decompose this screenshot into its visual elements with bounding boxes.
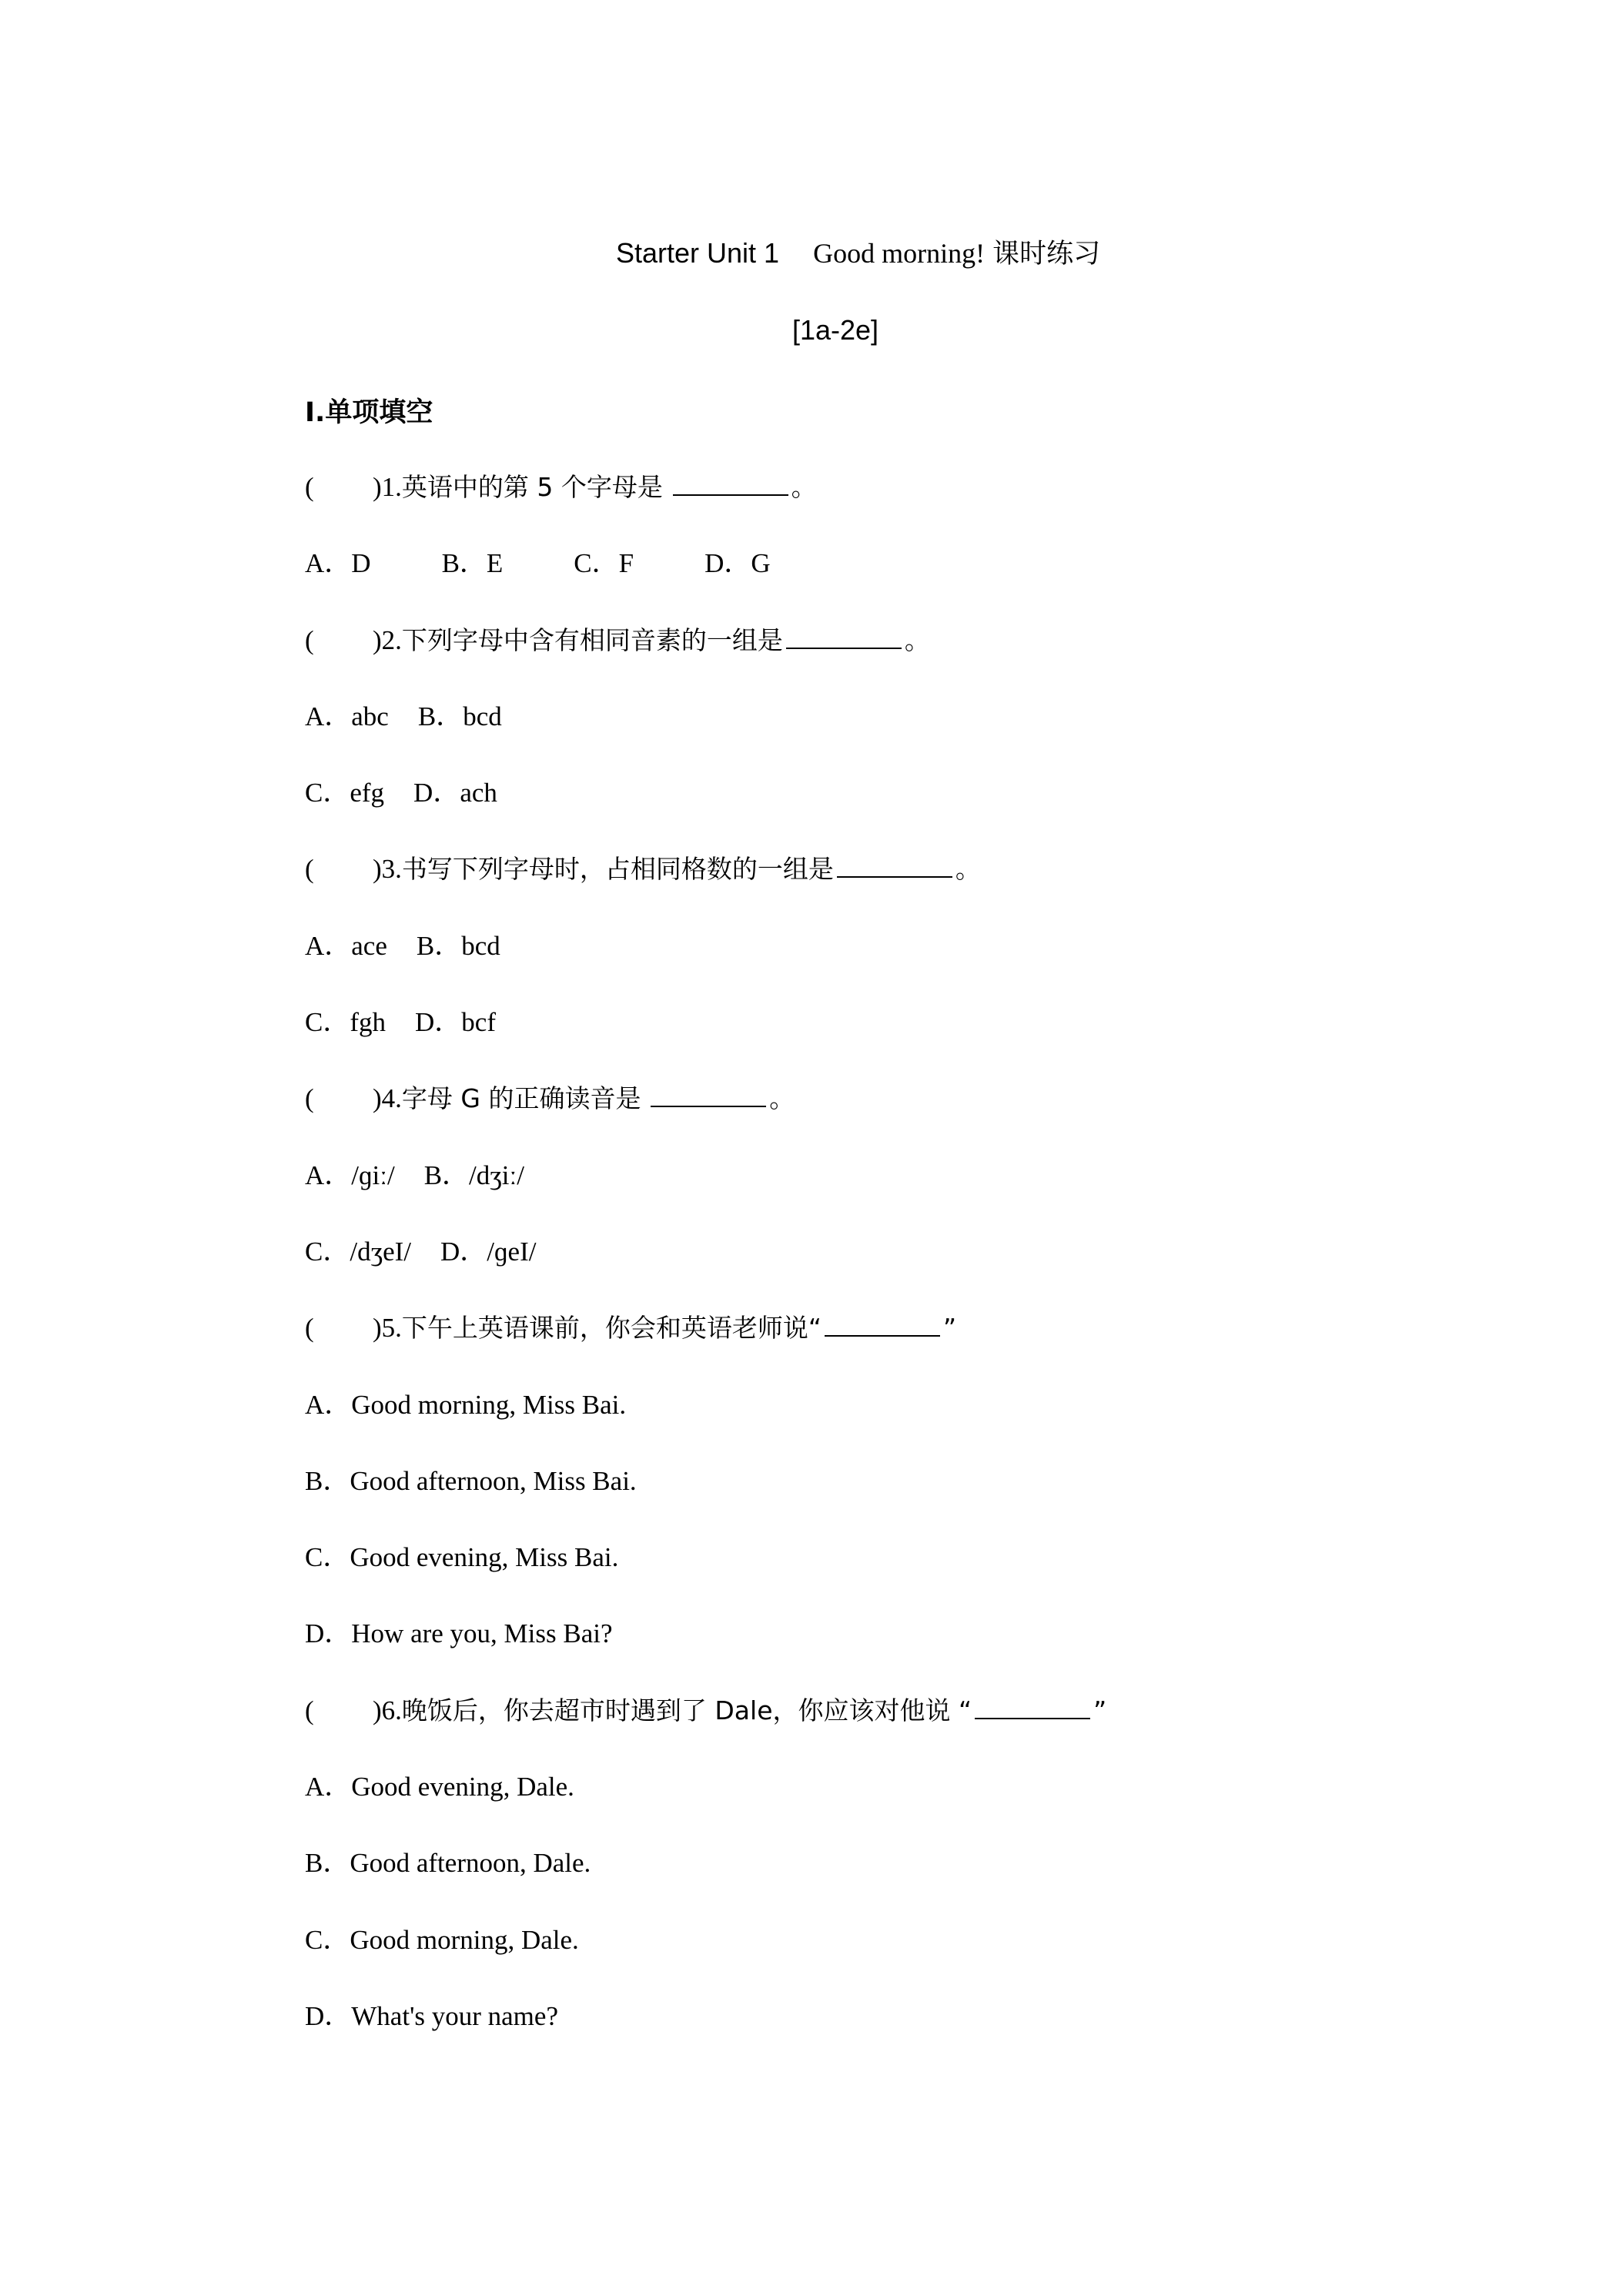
option-b: B．Good afternoon, Dale. — [305, 1848, 591, 1879]
page-subtitle: [1a-2e] — [791, 314, 879, 346]
question-1 — [305, 468, 1575, 544]
question-stem: 书写下列字母时，占相同格数的一组是 — [401, 854, 834, 885]
question-number: )1. — [373, 472, 402, 502]
option-d: D．ach — [413, 778, 497, 808]
question-4 — [305, 1079, 1575, 1156]
option-c: C．/dʒeI/ — [305, 1236, 412, 1267]
question-list — [305, 468, 1575, 2073]
options-row — [305, 1156, 1575, 1233]
question-number: )2. — [373, 624, 402, 655]
option-a: A．D — [305, 548, 371, 579]
question-stem: 晚饭后，你去超市时遇到了 Dale，你应该对他说 “ — [401, 1695, 972, 1725]
question-stem: 下列字母中含有相同音素的一组是 — [401, 624, 783, 655]
question-end: ” — [943, 1313, 957, 1344]
answer-paren: ( — [305, 1313, 314, 1344]
option-d: D．G — [704, 548, 771, 579]
question-end: 。 — [791, 472, 817, 502]
option-c: C．fgh — [305, 1007, 387, 1038]
title-unit: Starter Unit 1 — [616, 237, 780, 269]
question-5 — [305, 1309, 1575, 1385]
answer-blank — [837, 850, 952, 878]
question-stem: 下午上英语课前，你会和英语老师说“ — [401, 1313, 822, 1344]
answer-paren: ( — [305, 472, 314, 502]
question-end: 。 — [955, 854, 981, 885]
answer-blank — [786, 621, 902, 649]
question-stem: 字母 G 的正确读音是 — [401, 1083, 641, 1114]
question-2 — [305, 621, 1575, 698]
question-number: )5. — [373, 1313, 402, 1344]
options-row — [305, 544, 1575, 621]
answer-blank — [651, 1079, 766, 1107]
option-b: B．/dʒiː/ — [423, 1160, 524, 1190]
option-d: D．How are you, Miss Bai? — [305, 1618, 613, 1649]
question-number: )4. — [373, 1083, 402, 1114]
option-a: A．ace — [305, 930, 387, 961]
option-a: A．Good morning, Miss Bai. — [305, 1389, 627, 1420]
option-d: D．/ɡeI/ — [440, 1236, 537, 1267]
question-end: ” — [1093, 1695, 1107, 1725]
question-end: 。 — [904, 624, 930, 655]
answer-blank — [673, 468, 788, 496]
question-3 — [305, 850, 1575, 926]
question-end: 。 — [769, 1083, 795, 1114]
option-d: D．bcf — [415, 1007, 496, 1038]
question-6 — [305, 1692, 1575, 1768]
options-row — [305, 774, 1575, 850]
options-row — [305, 1003, 1575, 1079]
option-c: C．F — [574, 548, 634, 579]
title-lesson: Good morning! — [813, 238, 986, 269]
title-zh: 课时练习 — [992, 239, 1101, 269]
option-b: B．Good afternoon, Miss Bai. — [305, 1465, 637, 1496]
answer-blank — [825, 1309, 940, 1337]
answer-paren: ( — [305, 1083, 314, 1114]
option-b: B．E — [441, 548, 504, 579]
answer-paren: ( — [305, 854, 314, 885]
options-row — [305, 927, 1575, 1003]
options-row — [305, 698, 1575, 774]
question-number: )6. — [373, 1695, 402, 1725]
section-heading: Ⅰ.单项填空 — [305, 397, 433, 428]
question-number: )3. — [373, 854, 402, 885]
question-stem: 英语中的第 5 个字母是 — [401, 472, 663, 502]
options-row — [305, 1233, 1575, 1309]
option-c: C．Good morning, Dale. — [305, 1924, 579, 1955]
page-title — [616, 233, 1100, 271]
option-c: C．efg — [305, 778, 385, 808]
option-a: A．Good evening, Dale. — [305, 1772, 574, 1802]
option-d: D．What's your name? — [305, 2000, 558, 2031]
option-a: A．abc — [305, 701, 389, 731]
option-b: B．bcd — [417, 701, 502, 731]
answer-paren: ( — [305, 624, 314, 655]
answer-blank — [975, 1692, 1090, 1719]
answer-paren: ( — [305, 1695, 314, 1725]
option-a: A．/ɡiː/ — [305, 1160, 395, 1190]
option-c: C．Good evening, Miss Bai. — [305, 1542, 619, 1573]
option-b: B．bcd — [416, 930, 500, 961]
